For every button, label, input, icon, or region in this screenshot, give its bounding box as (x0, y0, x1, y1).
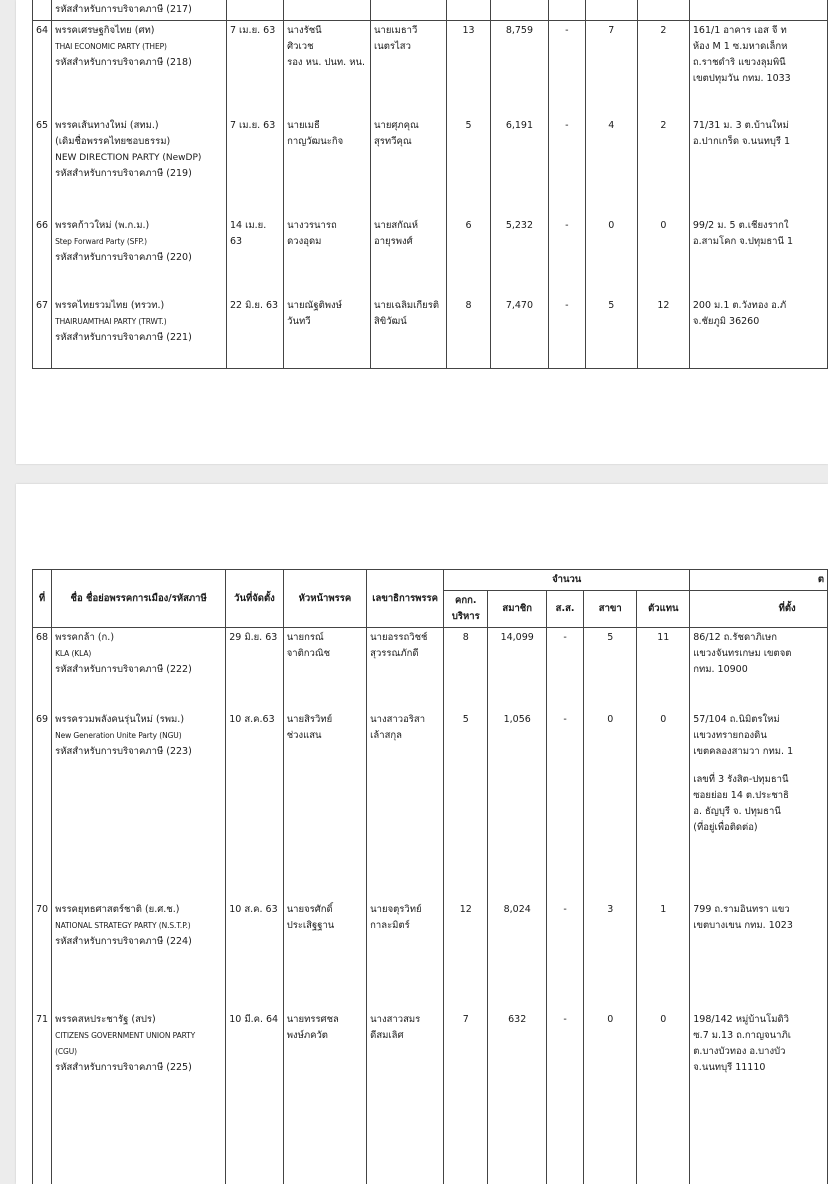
secretary-name: นายเฉลิมเกียรติ (373, 300, 440, 311)
exec-count: 6 (447, 216, 490, 296)
address-cell (690, 710, 828, 900)
header-secretary: เลขาธิการพรรค (367, 570, 444, 628)
party-name-cell (52, 116, 227, 216)
document-page-1 (16, 0, 828, 464)
row-number: 71 (33, 1010, 52, 1184)
leader-surname: ดวงอุดม (287, 236, 322, 247)
founded-date: 10 ส.ค.63 (226, 710, 283, 900)
secretary-cell (370, 216, 446, 296)
mp-count: - (547, 900, 584, 1010)
mp-count: - (547, 1010, 584, 1184)
leader-surname: จาติกวณิช (286, 648, 331, 659)
row-number: 70 (33, 900, 52, 1010)
table-row (33, 216, 828, 296)
party-name-en: NATIONAL STRATEGY PARTY (N.S.T.P.) (55, 920, 191, 930)
address-line: 198/142 หมู่บ้านโมดิวิ (693, 1013, 789, 1025)
member-count: 6,191 (490, 116, 548, 216)
leader-name: นายทรรศชล (286, 1013, 339, 1025)
secretary-name: นางสาวสมร (370, 1013, 421, 1025)
contact-address-line: ซอยย่อย 14 ต.ประชาธิ (693, 789, 789, 801)
secretary-name: นายเมธาวี (373, 24, 418, 36)
contact-address-line: อ. ธัญบุรี จ. ปทุมธานี (693, 805, 781, 817)
founded-date: 10 ส.ค. 63 (226, 900, 283, 1010)
exec-count: 5 (447, 116, 490, 216)
secretary-cell (370, 20, 446, 116)
leader-cell (284, 20, 371, 116)
table-row (33, 116, 828, 216)
party-name: พรรครวมพลังคนรุ่นใหม่ (รพม.) (55, 713, 185, 725)
party-name-cell (52, 296, 227, 368)
secretary-surname: สิขิวัฒน์ (373, 316, 407, 327)
contact-address-line: (ที่อยู่เพื่อติดต่อ) (693, 821, 758, 833)
mp-count: - (549, 116, 585, 216)
table-header-row (33, 570, 828, 591)
contact-address-line: เลขที่ 3 รังสิต-ปทุมธานี (693, 773, 789, 785)
header-leader: หัวหน้าพรรค (283, 570, 366, 628)
header-no: ที่ (33, 570, 52, 628)
party-table-continued (32, 0, 828, 369)
founded-date: 14 เม.ย. 63 (226, 216, 283, 296)
leader-name: นางรัชนี (287, 24, 322, 36)
party-name-en: Step Forward Party (SFP.) (55, 237, 147, 246)
mp-count: - (547, 628, 584, 710)
leader-name: นายจรศักดิ์ (286, 903, 333, 915)
exec-count: 8 (444, 628, 488, 710)
mp-count: - (549, 20, 585, 116)
party-name-en: New Generation Unite Party (NGU) (55, 730, 182, 740)
address-line: กทม. 10900 (693, 664, 748, 675)
party-name-cell (52, 710, 226, 900)
branch-count: 3 (584, 900, 637, 1010)
rep-count: 0 (637, 216, 689, 296)
secretary-cell (367, 628, 444, 710)
tax-code: รหัสสำหรับการบริจาคภาษี (224) (55, 935, 192, 947)
leader-cell (283, 900, 366, 1010)
secretary-name: นายศุภคุณ (373, 120, 419, 131)
party-name-en: NEW DIRECTION PARTY (NewDP) (55, 153, 202, 163)
address-line: เขตคลองสามวา กทม. 1 (693, 745, 794, 757)
address-cell (690, 628, 828, 710)
tax-code: รหัสสำหรับการบริจาคภาษี (223) (55, 745, 192, 757)
leader-name: นายเมธี (287, 120, 320, 131)
exec-count: 8 (447, 296, 490, 368)
founded-date: 7 เม.ย. 63 (226, 116, 283, 216)
header-truncated: ต (690, 570, 828, 591)
party-name-en: KLA (KLA) (55, 649, 92, 658)
leader-name: นางวรนารถ (287, 220, 337, 231)
leader-cell (284, 216, 371, 296)
secretary-surname: เล้าสกุล (370, 729, 402, 741)
address-cell (689, 216, 827, 296)
member-count: 8,024 (488, 900, 547, 1010)
party-name: พรรคเศรษฐกิจไทย (ศท) (55, 24, 155, 36)
party-name-en: THAI ECONOMIC PARTY (THEP) (55, 41, 167, 51)
secretary-name: นางสาวอริสา (370, 713, 426, 725)
branch-count: 0 (584, 1010, 637, 1184)
secretary-surname: ดีสมเลิศ (370, 1029, 404, 1041)
secretary-surname: อายุรพงศ์ (373, 236, 413, 247)
row-number: 69 (33, 710, 52, 900)
founded-date: 29 มิ.ย. 63 (226, 628, 283, 710)
leader-cell (283, 628, 366, 710)
address-line: แขวงจันทรเกษม เขตจต (693, 648, 792, 659)
address-cell (689, 296, 827, 368)
address-line: จ.ชัยภูมิ 36260 (692, 316, 760, 327)
secretary-surname: เนตรไสว (373, 40, 411, 52)
row-number: 64 (33, 20, 52, 116)
address-line: ถ.ราชดำริ แขวงลุมพินี (692, 56, 786, 68)
party-name: พรรคยุทธศาสตร์ชาติ (ย.ศ.ช.) (55, 903, 180, 915)
rep-count: 0 (637, 710, 690, 900)
tax-code: รหัสสำหรับการบริจาคภาษี (219) (55, 168, 192, 179)
member-count: 5,232 (490, 216, 548, 296)
rep-count: 2 (637, 20, 689, 116)
address-line: ห้อง M 1 ซ.มหาดเล็กห (692, 40, 788, 52)
tax-code: รหัสสำหรับการบริจาคภาษี (218) (55, 56, 192, 68)
party-name: พรรคกล้า (ก.) (55, 632, 115, 643)
header-rep: ตัวแทน (637, 591, 690, 628)
header-members: สมาชิก (488, 591, 547, 628)
member-count: 1,056 (488, 710, 547, 900)
leader-surname: ช่วงแสน (286, 729, 322, 741)
address-line: อ.ปากเกร็ด จ.นนทบุรี 1 (692, 136, 791, 147)
leader-surname: กาญวัฒนะกิจ (287, 136, 344, 147)
leader-name: นายณัฐติพงษ์ (287, 300, 342, 311)
leader-cell (283, 710, 366, 900)
party-name: พรรคสหประชารัฐ (สปร) (55, 1013, 156, 1025)
tax-code: รหัสสำหรับการบริจาคภาษี (225) (55, 1061, 192, 1073)
address-line: แขวงทรายกองดิน (693, 729, 767, 741)
address-line: เขตปทุมวัน กทม. 1033 (692, 72, 791, 84)
secretary-cell (367, 1010, 444, 1184)
address-cell (689, 116, 827, 216)
party-former-name: (เดิมชื่อพรรคไทยชอบธรรม) (55, 136, 171, 147)
address-line: จ.นนทบุรี 11110 (693, 1061, 766, 1073)
party-name-cell (52, 900, 226, 1010)
header-date: วันที่จัดตั้ง (226, 570, 283, 628)
address-line: 200 ม.1 ต.วังทอง อ.ภั (692, 300, 787, 311)
tax-code: รหัสสำหรับการบริจาคภาษี (221) (55, 332, 192, 343)
member-count: 8,759 (490, 20, 548, 116)
row-number: 67 (33, 296, 52, 368)
founded-date: 22 มิ.ย. 63 (226, 296, 283, 368)
secretary-name: นายสกัณห์ (373, 220, 419, 231)
member-count: 7,470 (490, 296, 548, 368)
rep-count: 11 (637, 628, 690, 710)
row-number: 66 (33, 216, 52, 296)
party-name-cell (52, 1010, 226, 1184)
party-name-cell (52, 216, 227, 296)
party-name-en-abbr: (CGU) (55, 1046, 77, 1056)
party-name-cell (52, 628, 226, 710)
rep-count: 0 (637, 1010, 690, 1184)
address-line: เขตบางเขน กทม. 1023 (693, 919, 793, 931)
exec-count: 5 (444, 710, 488, 900)
mp-count: - (547, 710, 584, 900)
party-name-cell (52, 20, 227, 116)
exec-count: 13 (447, 20, 490, 116)
leader-cell (283, 1010, 366, 1184)
rep-count: 12 (637, 296, 689, 368)
table-row (33, 1010, 828, 1184)
leader-surname: วันทวี (287, 316, 311, 327)
address-line: 161/1 อาคาร เอส จี ท (692, 24, 787, 36)
mp-count: - (549, 216, 585, 296)
leader-surname: ศิวเวช (287, 40, 314, 52)
leader-note: รอง หน. ปนท. หน. (287, 56, 365, 68)
table-row (33, 710, 828, 900)
address-cell (690, 1010, 828, 1184)
secretary-cell (370, 116, 446, 216)
leader-name: นายกรณ์ (286, 632, 324, 643)
party-name: พรรคไทยรวมไทย (ทรวท.) (55, 300, 165, 311)
rep-count: 1 (637, 900, 690, 1010)
party-name: พรรคเส้นทางใหม่ (สทม.) (55, 120, 159, 131)
header-branch: สาขา (584, 591, 637, 628)
branch-count: 4 (585, 116, 637, 216)
party-name-en: THAIRUAMTHAI PARTY (TRWT.) (55, 317, 167, 326)
address-cell (690, 900, 828, 1010)
tax-code: รหัสสำหรับการบริจาคภาษี (217) (55, 3, 192, 15)
header-location: ที่ตั้ง (690, 591, 828, 628)
branch-count: 0 (585, 216, 637, 296)
header-name: ชื่อ ชื่อย่อพรรคการเมือง/รหัสภาษี (52, 570, 226, 628)
party-name-en: CITIZENS GOVERNMENT UNION PARTY (55, 1030, 196, 1040)
secretary-cell (367, 710, 444, 900)
address-cell (689, 20, 827, 116)
member-count: 632 (488, 1010, 547, 1184)
party-name: พรรคก้าวใหม่ (พ.ก.ม.) (55, 220, 150, 231)
row-number: 65 (33, 116, 52, 216)
address-line: ซ.7 ม.13 ถ.กาญจนาภิเ (693, 1029, 792, 1041)
mp-count: - (549, 296, 585, 368)
branch-count: 5 (585, 296, 637, 368)
header-exec: คกก. บริหาร (444, 591, 488, 628)
address-line: 57/104 ถ.นิมิตรใหม่ (693, 713, 780, 725)
branch-count: 0 (584, 710, 637, 900)
address-line: 799 ถ.รามอินทรา แขว (693, 903, 790, 915)
address-line: 86/12 ถ.รัชดาภิเษก (693, 632, 777, 643)
address-line: ต.บางบัวทอง อ.บางบัว (693, 1045, 786, 1057)
document-page-2 (16, 484, 828, 1184)
branch-count: 7 (585, 20, 637, 116)
table-row (33, 900, 828, 1010)
party-table (32, 569, 828, 1184)
row-number: 68 (33, 628, 52, 710)
header-count-group: จำนวน (444, 570, 690, 591)
exec-count: 7 (444, 1010, 488, 1184)
branch-count: 5 (584, 628, 637, 710)
table-row (33, 0, 828, 20)
secretary-name: นายอรรถวิชช์ (370, 632, 428, 643)
address-line: 99/2 ม. 5 ต.เชียงรากใ (692, 220, 789, 231)
table-row (33, 628, 828, 710)
tax-code: รหัสสำหรับการบริจาคภาษี (222) (55, 664, 192, 675)
leader-cell (284, 116, 371, 216)
exec-count: 12 (444, 900, 488, 1010)
secretary-surname: สุรทวีคุณ (373, 136, 412, 147)
secretary-surname: สุวรรณภักดี (370, 648, 419, 659)
member-count: 14,099 (488, 628, 547, 710)
table-row (33, 20, 828, 116)
founded-date: 7 เม.ย. 63 (226, 20, 283, 116)
secretary-surname: กาละมิตร์ (370, 919, 410, 931)
founded-date: 10 มี.ค. 64 (226, 1010, 283, 1184)
leader-name: นายสิรวิทย์ (286, 713, 333, 725)
header-mp: ส.ส. (547, 591, 584, 628)
leader-surname: ประเสิฐฐาน (286, 919, 335, 931)
address-line: อ.สามโคก จ.ปทุมธานี 1 (692, 236, 794, 247)
rep-count: 2 (637, 116, 689, 216)
secretary-cell (367, 900, 444, 1010)
tax-code: รหัสสำหรับการบริจาคภาษี (220) (55, 252, 192, 263)
secretary-cell (370, 296, 446, 368)
leader-surname: พงษ์ภควัต (286, 1029, 328, 1041)
table-row (33, 296, 828, 368)
secretary-name: นายจตุรวิทย์ (370, 903, 422, 915)
address-line: 71/31 ม. 3 ต.บ้านใหม่ (692, 120, 789, 131)
leader-cell (284, 296, 371, 368)
